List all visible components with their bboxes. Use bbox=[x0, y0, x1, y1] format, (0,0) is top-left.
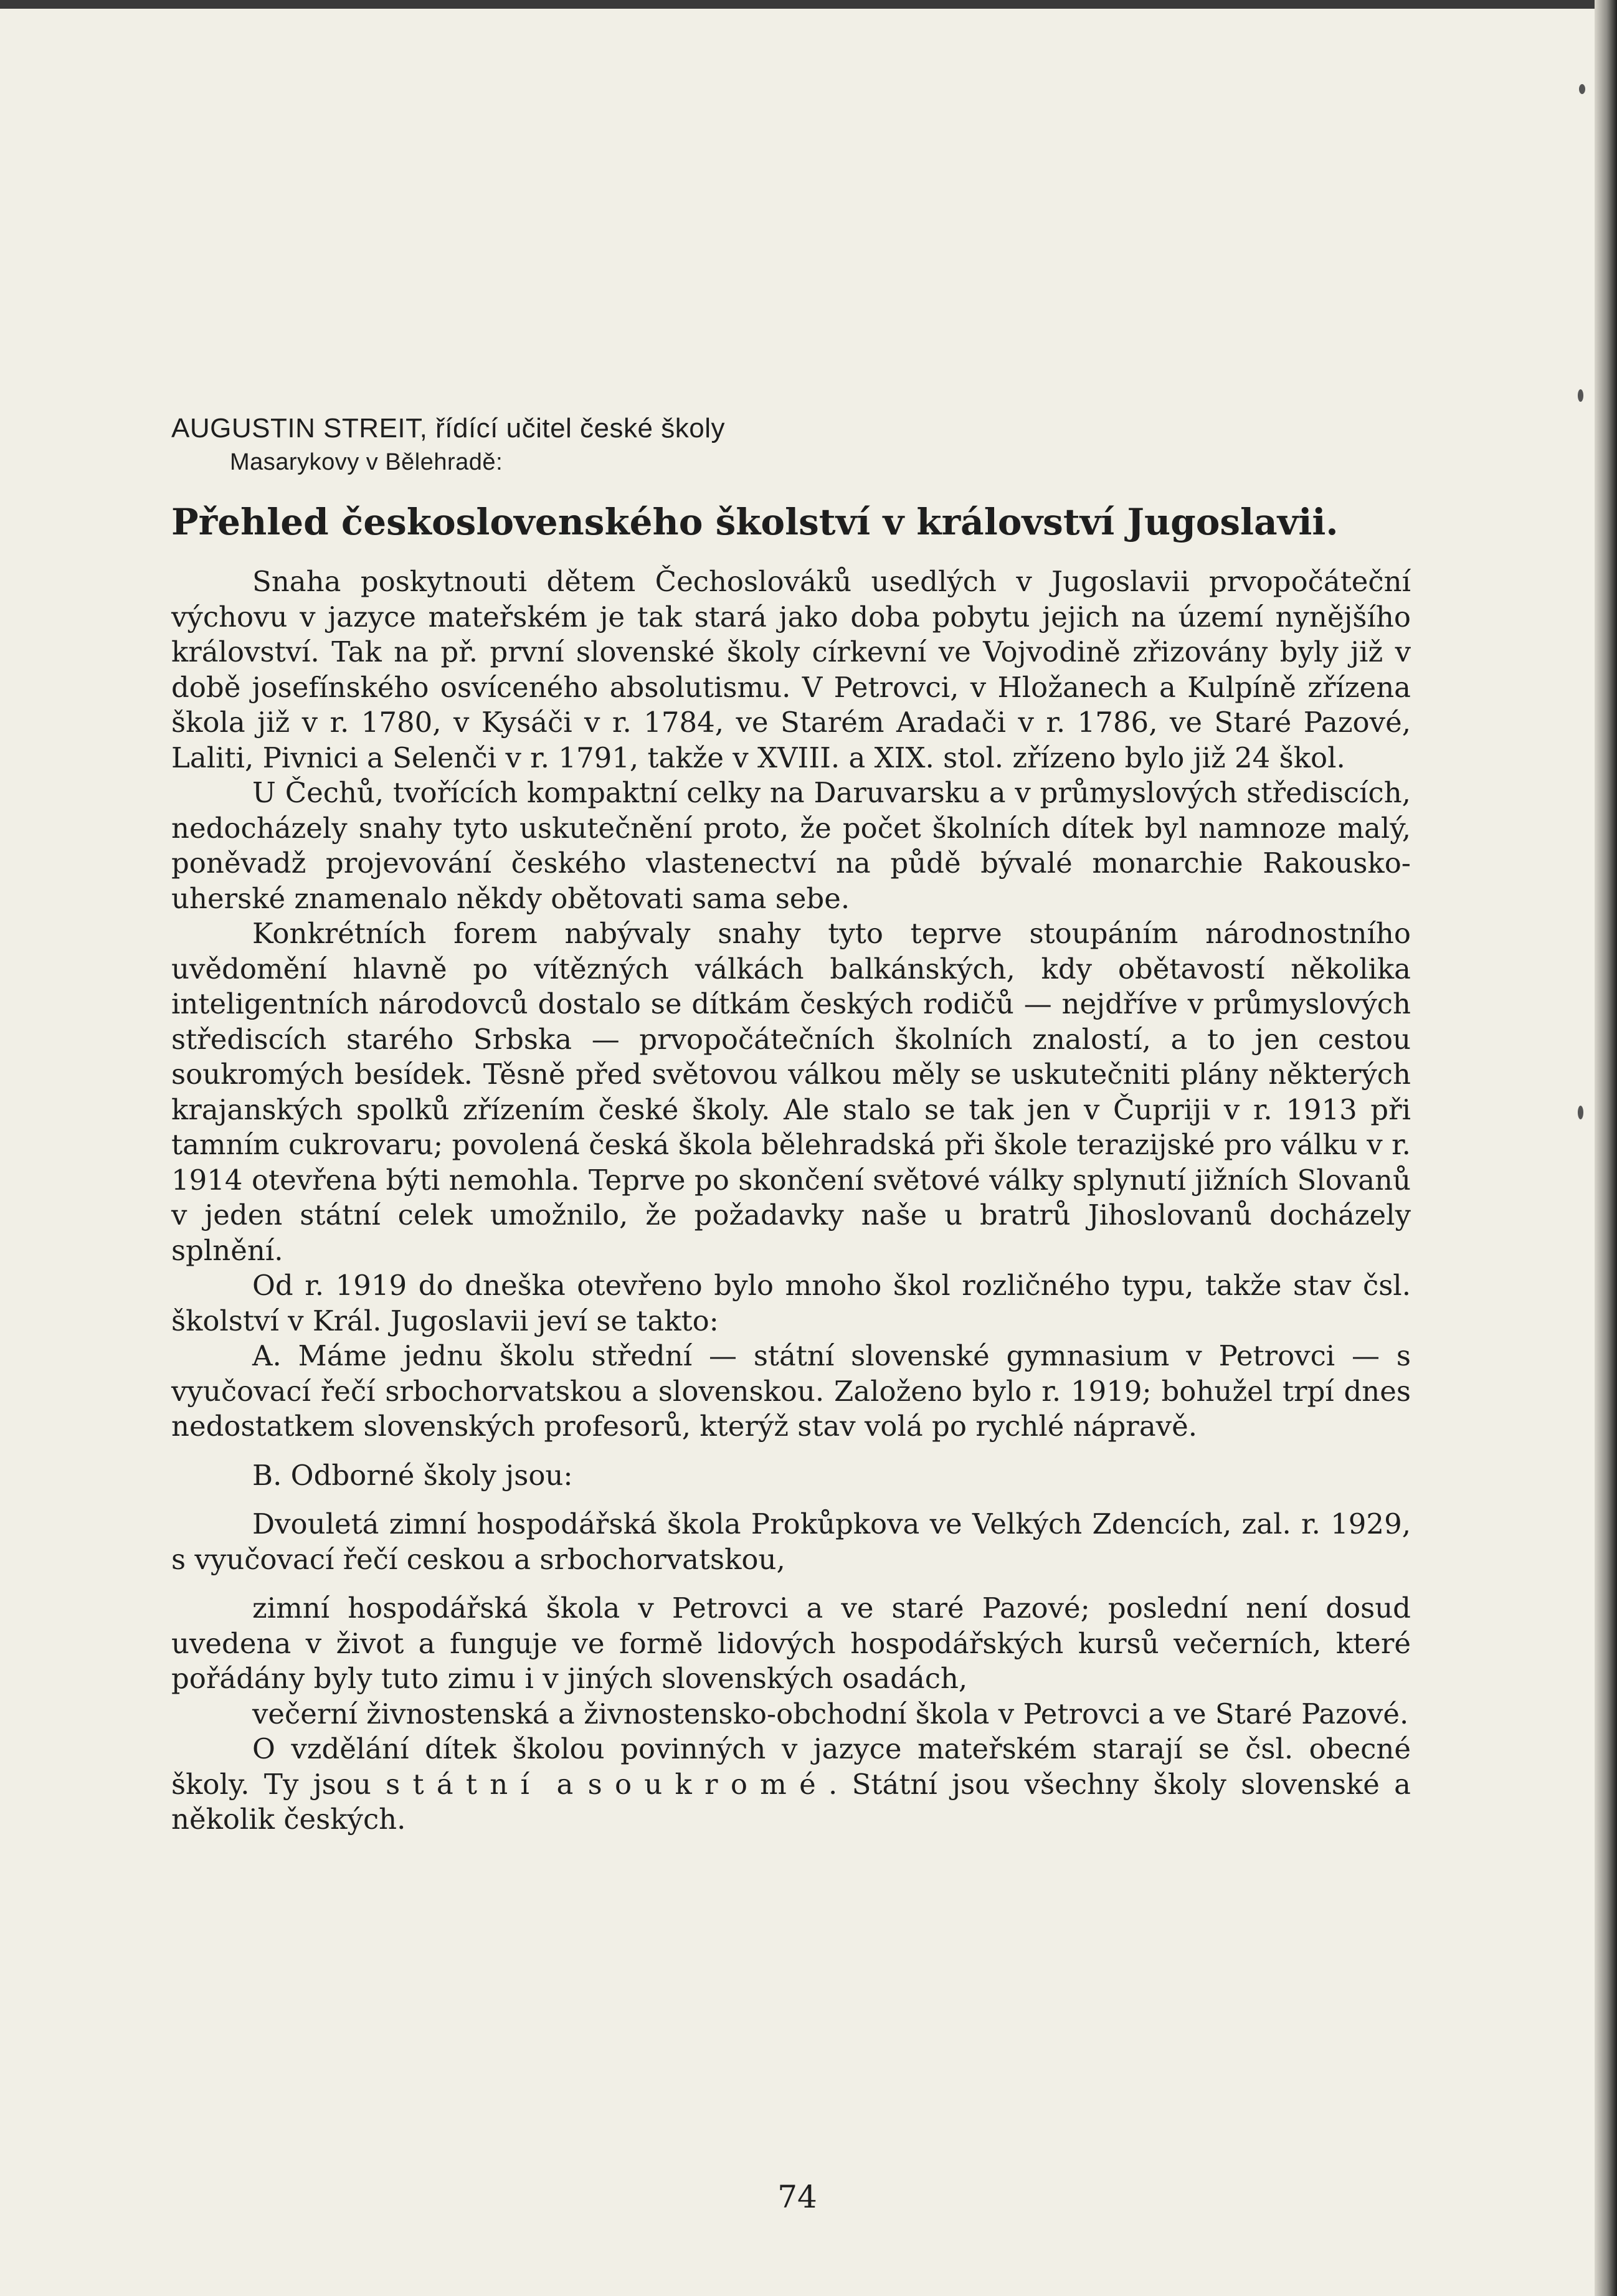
paragraph-5: A. Máme jednu školu střední — státní slovenské gymnasium v Petrovci — s vyučovací řečí srbochorvatskou a slovenskou. Založeno bylo r. 1919; bohužel trpí dnes nedostatkem slovenských profesorů, kterýž stav volá po rychlé nápravě. bbox=[171, 1339, 1411, 1443]
paragraph-4: Od r. 1919 do dneška otevřeno bylo mnoho škol rozličného typu, takže stav čsl. školství v Král. Jugoslavii jeví se takto: bbox=[171, 1269, 1411, 1337]
scan-speck bbox=[1578, 389, 1583, 402]
paragraph-9: večerní živnostenská a živnostensko-obchodní škola v Petrovci a ve Staré Pazové. bbox=[252, 1697, 1409, 1730]
paragraph-2: U Čechů, tvořících kompaktní celky na Daruvarsku a v průmyslových střediscích, nedocházely snahy tyto uskutečnění proto, že počet školních dítek byl namnoze malý, poněvadž projevování českého vlastenectví na půdě bývalé monarchie Rakousko-uherské znamenalo někdy obětovati sama sebe. bbox=[171, 776, 1411, 915]
paragraph-7: Dvouletá zimní hospodářská škola Prokůpkova ve Velkých Zdencích, zal. r. 1929, s vyučovací řečí ceskou a srbochorvatskou, bbox=[171, 1507, 1411, 1576]
article-title: Přehled československého školství v království Jugoslavii. bbox=[171, 501, 1339, 543]
paragraph-10-end: . Státní jsou všechny školy slovenské a několik českých. bbox=[171, 1767, 1411, 1836]
paragraph-6: B. Odborné školy jsou: bbox=[252, 1458, 573, 1492]
paragraph-10-conj: a bbox=[542, 1767, 588, 1801]
paragraph-3: Konkrétních forem nabývaly snahy tyto teprve stoupáním národnostního uvědomění hlavně po vítězných válkách balkánských, kdy obětavostí několika inteligentních národovců dostalo se dítkám českých rodičů — nejdříve v průmyslových střediscích starého Srbska — prvopočátečních školních znalostí, a to jen cestou soukromých besídek. Těsně před světovou válkou měly se uskutečniti plány některých krajanských spolků zřízením české školy. Ale stalo se tak jen v Čupriji v r. 1913 při tamním cukrovaru; povolená česká škola bělehradská při škole terazijské pro válku v r. 1914 otevřena býti nemohla. Teprve po skončení světové války splynutí jižních Slovanů v jeden státní celek umožnilo, že požadavky naše u bratrů Jihoslovanů docházely splnění. bbox=[171, 917, 1411, 1267]
article bbox=[171, 411, 1411, 1838]
scan-top-edge bbox=[0, 0, 1595, 9]
emphasis-statni: státní bbox=[386, 1767, 543, 1801]
paragraph-8: zimní hospodářská škola v Petrovci a ve staré Pazové; poslední není dosud uvedena v život a funguje ve formě lidových hospodářských kursů večerních, které pořádány byly tuto zimu i v jiných slovenských osadách, bbox=[171, 1592, 1411, 1695]
scan-speck bbox=[1578, 1106, 1583, 1119]
page-number: 74 bbox=[777, 2179, 817, 2215]
paragraph-10 bbox=[171, 1732, 1411, 1838]
scan-speck bbox=[1579, 84, 1585, 94]
paragraph-1: Snaha poskytnouti dětem Čechoslováků usedlých v Jugoslavii prvopočáteční výchovu v jazyce mateřském je tak stará jako doba pobytu jejich na území nynějšího království. Tak na př. první slovenské školy církevní ve Vojvodině zřizovány byly již v době josefínského osvíceného absolutismu. V Petrovci, v Hložanech a Kulpíně zřízena škola již v r. 1780, v Kysáči v r. 1784, ve Starém Aradači v r. 1786, ve Staré Pazové, Laliti, Pivnici a Selenči v r. 1791, takže v XVIII. a XIX. stol. zřízeno bylo již 24 škol. bbox=[171, 565, 1411, 774]
emphasis-soukrome: soukromé bbox=[587, 1767, 828, 1801]
author-line: AUGUSTIN STREIT, řídící učitel české školy bbox=[171, 413, 725, 444]
scan-right-edge bbox=[1595, 0, 1617, 2296]
paragraph-10-start: O vzdělání dítek školou povinných v jazyce mateřském starají se čsl. obecné školy. Ty jsou bbox=[171, 1732, 1411, 1801]
author-affiliation: Masarykovy v Bělehradě: bbox=[230, 449, 503, 475]
